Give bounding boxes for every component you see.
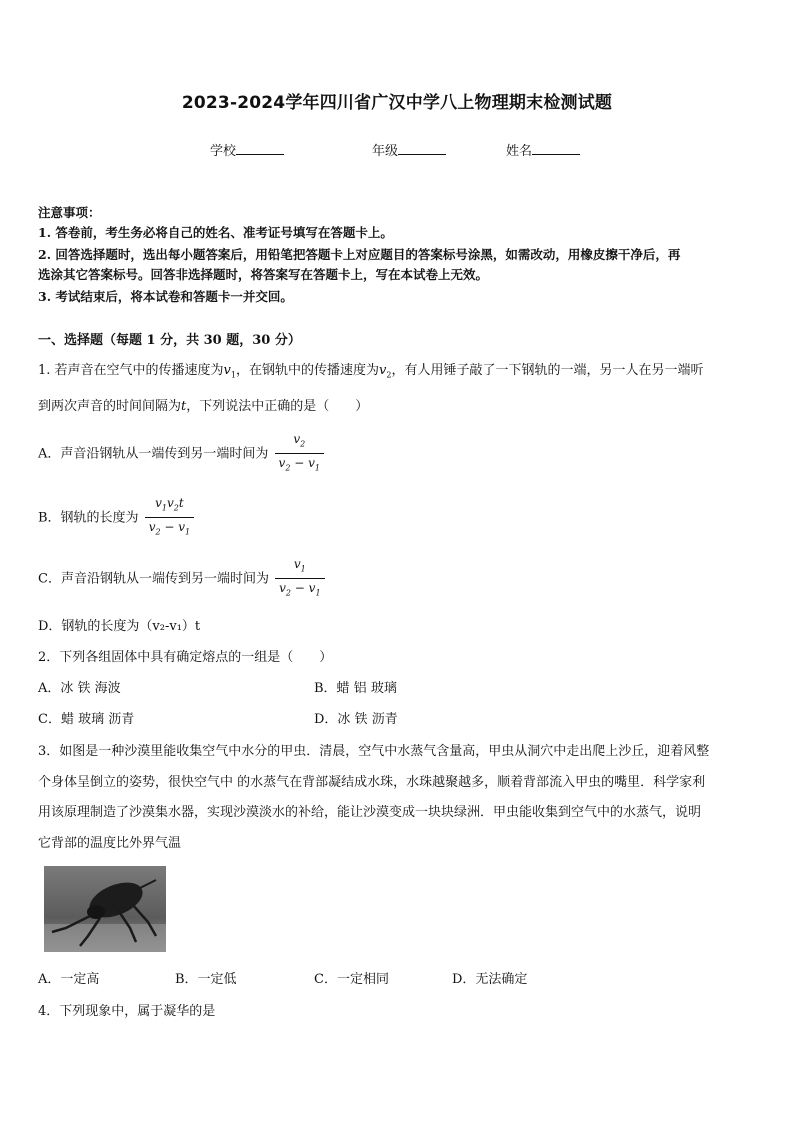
v2-symbol: v [379,363,387,378]
q2-option-c[interactable]: C．蜡 玻璃 沥青 [38,712,135,727]
q3-option-c[interactable]: C．一定相同 [314,972,389,987]
q3-line4: 它背部的温度比外界气温 [38,836,182,851]
q2-stem: 2．下列各组固体中具有确定熔点的一组是（ ） [38,650,333,665]
q2-option-a[interactable]: A．冰 铁 海波 [38,681,121,696]
q3-line2: 个身体呈倒立的姿势，很快空气中 的水蒸气在背部凝结成水珠，水珠越聚越多，顺着背部流入甲虫的嘴里．科学家利 [38,775,706,790]
grade-blank [398,142,446,155]
q3-option-d[interactable]: D．无法确定 [452,972,528,987]
q3-line3: 用该原理制造了沙漠集水器，实现沙漠淡水的补给，能让沙漠变成一块块绿洲．甲虫能收集到空气中的水蒸气，说明 [38,805,702,820]
q1-option-a[interactable]: A．声音沿钢轨从一端传到另一端时间为 $\frac{v_2}{v_2 - v_1}$ [38,430,324,478]
school-label: 学校 [210,144,237,159]
v1-symbol: v [223,363,231,378]
notice-item-3: 3. 考试结束后，将本试卷和答题卡一并交回。 [38,289,293,304]
grade-field [372,140,446,159]
beetle-image [44,866,166,952]
q1-option-b[interactable]: B．钢轨的长度为 $\frac{v_1v_2t}{v_2 - v_1}$ [38,494,194,542]
q1-line2: 到两次声音的时间间隔为t，下列说法中正确的是（ ） [38,399,369,414]
notice-heading: 注意事项： [38,205,101,220]
notice-item-1: 1. 答卷前，考生务必将自己的姓名、准考证号填写在答题卡上。 [38,225,393,240]
q2-option-b[interactable]: B．蜡 铝 玻璃 [314,681,397,696]
t-symbol: t [181,399,187,414]
q3-option-b[interactable]: B．一定低 [175,972,237,987]
notice-item-2a: 2. 回答选择题时，选出每小题答案后，用铅笔把答题卡上对应题目的答案标号涂黑，如需改动，用橡皮擦干净后，再 [38,247,681,262]
page-title: 2023-2024学年四川省广汉中学八上物理期末检测试题 [181,93,613,113]
q1-option-d[interactable]: D．钢轨的长度为（v₂-v₁）t [38,619,201,634]
formula-c: $\frac{v_1}{v_2 - v_1}$ [275,555,324,603]
name-field [506,140,580,159]
beetle-photo [44,866,166,952]
q4-stem: 4．下列现象中，属于凝华的是 [38,1004,216,1019]
school-blank [236,142,284,155]
formula-b: $\frac{v_1v_2t}{v_2 - v_1}$ [145,494,194,542]
section-choice-heading: 一、选择题（每题 1 分，共 30 题，30 分） [38,333,301,348]
q3-line1: 3．如图是一种沙漠里能收集空气中水分的甲虫．清晨，空气中水蒸气含量高，甲虫从洞穴中走出爬上沙丘，迎着风整 [38,744,710,759]
formula-a: $\frac{v_2}{v_2 - v_1}$ [275,430,324,478]
notice-item-2b: 选涂其它答案标号。回答非选择题时，将答案写在答题卡上，写在本试卷上无效。 [38,267,489,282]
q3-option-a[interactable]: A．一定高 [38,972,100,987]
name-blank [532,142,580,155]
q1-line1: 1. 若声音在空气中的传播速度为$v_1$，在钢轨中的传播速度为$v_2$，有人用锤子敲了一下钢轨的一端，另一人在另一端听 [38,363,704,380]
q2-option-d[interactable]: D．冰 铁 沥青 [314,712,398,727]
grade-label: 年级 [372,144,399,159]
name-label: 姓名 [506,144,533,159]
q1-option-c[interactable]: C．声音沿钢轨从一端传到另一端时间为 $\frac{v_1}{v_2 - v_1}$ [38,555,325,603]
school-field [210,140,284,159]
